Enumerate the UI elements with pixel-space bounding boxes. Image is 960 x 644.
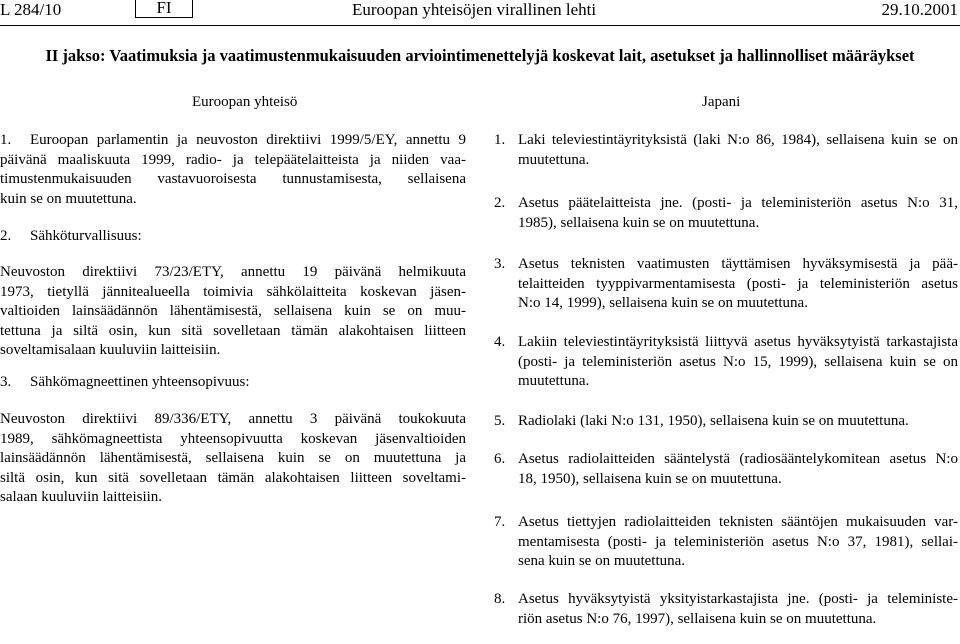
left-column-heading: Euroopan yhteisö (192, 94, 298, 110)
text-line: Neuvoston direktiivi 89/336/ETY, annettu 3 päivänä toukokuuta (0, 411, 466, 427)
text-line: 1989, sähkömagneettista yhteensopivuutta koskevan jäsenvaltioiden (0, 430, 466, 447)
text-line: N:o 14, 1999), sellaisena kuin se on muutettuna. (518, 295, 808, 311)
text-line: 1973, tietyllä jännitealueella toimivia sähkölaitteita koskevan jäsen- (0, 283, 466, 300)
right-item-6 (518, 450, 958, 489)
journal-title: Euroopan yhteisöjen virallinen lehti (352, 0, 597, 19)
header-rule (0, 25, 960, 26)
left-item-2-title: Sähköturvallisuus: (30, 228, 142, 244)
right-column-heading: Japani (702, 94, 741, 110)
right-item-number: 1. (494, 132, 506, 148)
text-line: kuin se on muutettuna. (0, 190, 137, 207)
text-line: 18, 1950), sellaisena kuin se on muutettuna. (518, 470, 782, 487)
text-line: Euroopan parlamentin ja neuvoston direktiivi 1999/5/EY, annettu 9 (30, 132, 466, 148)
right-item-number: 3. (494, 256, 506, 272)
text-line: Asetus teknisten vaatimusten täyttämisen hyväksymisestä ja pää- (518, 256, 958, 272)
left-item-3-title: Sähkömagneettinen yhteensopivuus: (30, 374, 250, 390)
right-item-number: 8. (494, 591, 506, 607)
text-line: Asetus hyväksytyistä yksityistarkastajista jne. (posti- ja teleministe- (518, 591, 958, 607)
text-line: Asetus tiettyjen radiolaitteiden teknisten sääntöjen mukaisuuden var- (518, 514, 958, 530)
right-item-number: 5. (494, 413, 506, 429)
left-item-3-body (0, 410, 466, 508)
text-line: 1985), sellaisena kuin se on muutettuna. (518, 214, 760, 231)
right-item-2 (518, 194, 958, 233)
right-item-number: 7. (494, 514, 506, 530)
text-line: Laki televiestintäyrityksistä (laki N:o 86, 1984), sellaisena kuin se on (518, 132, 958, 148)
text-line: lainsäädännön lähentämisestä, sellaisena kuin se on muutettuna ja (0, 450, 466, 466)
text-line: muutettuna. (518, 151, 590, 168)
left-item-number: 3. (0, 374, 12, 390)
text-line: päivänä maaliskuuta 1999, radio- ja telepäätelaitteista ja niiden vaa- (0, 151, 466, 168)
right-item-5 (518, 412, 958, 432)
text-line: Radiolaki (laki N:o 131, 1950), sellaisena kuin se on muutettuna. (518, 413, 909, 429)
left-item-1-continuation (0, 151, 466, 210)
right-item-4 (518, 333, 958, 392)
left-item-number: 2. (0, 228, 12, 244)
text-line: Neuvoston direktiivi 73/23/ETY, annettu 19 päivänä helmikuuta (0, 264, 466, 280)
text-line: timustenmukaisuuden vastavuoroisesta tunnustamisesta, sellaisena (0, 171, 466, 187)
language-badge: FI (135, 0, 193, 18)
text-line: muutettuna. (518, 373, 590, 389)
text-line: Lakiin televiestintäyrityksistä liittyvä asetus hyväksytyistä tarkastajista (518, 334, 958, 350)
left-item-2-body (0, 263, 466, 361)
section-title: II jakso: Vaatimuksia ja vaatimustenmukaisuuden arviointimenettelyjä koskevat lait, asetukset ja hallinnolliset määräykset (45, 46, 915, 65)
text-line: soveltamisalaan kuuluviin laitteisiin. (0, 342, 221, 358)
text-line: Asetus radiolaitteiden sääntelystä (radiosääntelykomitean asetus N:o (518, 451, 958, 467)
right-item-number: 4. (494, 334, 506, 350)
left-item-1 (30, 131, 466, 151)
text-line: salaan kuuluviin laitteisiin. (0, 489, 163, 505)
page-reference: L 284/10 (0, 0, 62, 19)
right-item-8 (518, 590, 958, 629)
text-line: sena kuin se on muutettuna. (518, 553, 686, 569)
text-line: telaitteiden tyyppivarmentamisesta (posti- ja teleministeriön asetus (518, 275, 958, 292)
right-item-7 (518, 513, 958, 572)
text-line: (posti- ja teleministeriön asetus N:o 15, 1999), sellaisena kuin se on (518, 353, 958, 370)
right-item-3 (518, 255, 958, 314)
text-line: riön asetus N:o 76, 1997), sellaisena kuin se on muutettuna. (518, 610, 877, 627)
text-line: mentamisesta (posti- ja teleministeriön asetus N:o 37, 1981), sellai- (518, 533, 958, 550)
right-item-number: 6. (494, 451, 506, 467)
right-item-1 (518, 131, 958, 170)
text-line: siltä osin, kun sitä sovelletaan tämän alakohtaisen liitteen soveltami- (0, 469, 466, 486)
publication-date: 29.10.2001 (881, 0, 958, 19)
text-line: valtioiden lainsäädännön lähentämisestä, sellaisena kuin se on muu- (0, 303, 466, 319)
left-item-number: 1. (0, 132, 12, 148)
text-line: tettuna ja siltä osin, kun sitä sovelletaan tämän alakohtaisen liitteen (0, 322, 466, 339)
text-line: Asetus päätelaitteista jne. (posti- ja teleministeriön asetus N:o 31, (518, 195, 958, 211)
right-item-number: 2. (494, 195, 506, 211)
